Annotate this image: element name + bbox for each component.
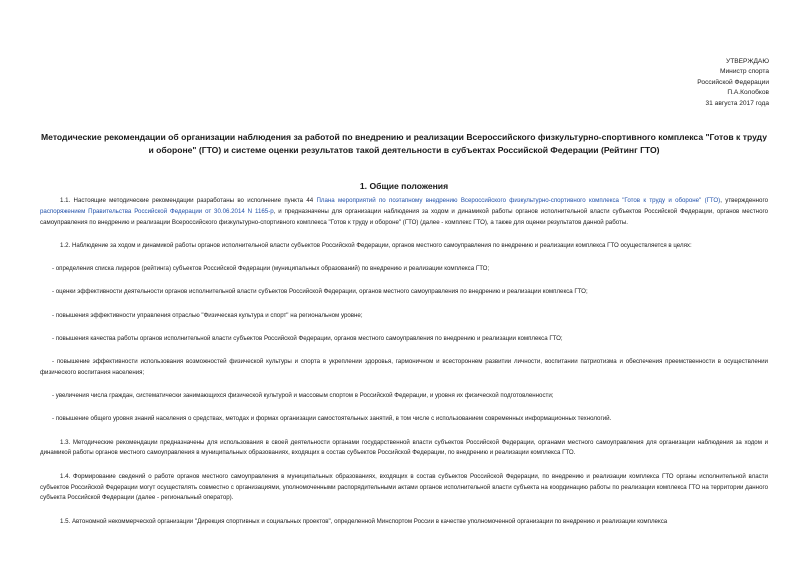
approval-line: Министр спорта bbox=[720, 68, 769, 76]
paragraph-text: , утвержденного bbox=[720, 197, 768, 204]
paragraph-text: 1.1. Настоящие методические рекомендации разработаны во исполнение пункта 44 bbox=[60, 197, 317, 204]
list-item: - повышения качества работы органов исполнительной власти субъектов Российской Федерации, органов местного самоуправления по внедрению и реализации комплекса ГТО; bbox=[52, 334, 563, 342]
approval-date: 31 августа 2017 года bbox=[705, 99, 769, 107]
list-item: - повышение эффективности использования возможностей физической культуры и спорта в укреплении здоровья, гармоничном и всестороннем развитии личности, воспитании патриотизма и обеспечения преемственности в осуществлении физического воспитания населения; bbox=[40, 358, 768, 376]
plan-link[interactable]: Плана мероприятий по поэтапному внедрению Всероссийского физкультурно-спортивного комплекса "Готов к труду и обороне" (ГТО) bbox=[316, 197, 721, 204]
document-title: Методические рекомендации об организации наблюдения за работой по внедрению и реализации Всероссийского физкультурно-спортивного комплекса "Готов к труду и обороне" (ГТО) и системе оценки результатов такой деятельности в субъектах Российской Федерации (Рейтинг ГТО) bbox=[41, 132, 767, 155]
paragraph-1-3: 1.3. Методические рекомендации предназначены для использования в своей деятельности органами государственной власти субъектов Российской Федерации, органами местного самоуправления для организации наблюдения за ходом и динамикой работы органов местного самоуправления в муниципальных образованиях, входящих в состав субъектов Российской Федерации, по внедрению и реализации комплекса ГТО. bbox=[40, 438, 768, 457]
list-item: - определения списка лидеров (рейтинга) субъектов Российской Федерации (муниципальных образований) по внедрению и реализации комплекса ГТО; bbox=[52, 265, 490, 273]
approval-line: Российской Федерации bbox=[697, 78, 769, 86]
paragraph-1-4: 1.4. Формирование сведений о работе органов местного самоуправления в муниципальных образованиях, входящих в состав субъектов Российской Федерации, по внедрению и реализации комплекса ГТО органы исполнительной власти субъектов Российской Федерации могут осуществлять совместно с организациями, уполномоченными распорядительными актами органов исполнительной власти субъекта на координацию работы по реализации комплекса ГТО на территории данного субъекта Российской Федерации (далее - региональный оператор). bbox=[40, 472, 768, 502]
approval-line: П.А.Колобков bbox=[727, 89, 769, 97]
paragraph-1-5: 1.5. Автономной некоммерческой организации "Дирекция спортивных и социальных проектов", определенной Минспортом России в качестве уполномоченной организации по внедрению и реализации комплекса bbox=[60, 517, 668, 525]
document-body bbox=[40, 196, 768, 540]
approval-line: УТВЕРЖДАЮ bbox=[726, 58, 769, 65]
paragraph-text: , и предназначены для организации наблюдения за ходом и динамикой работы органов исполнительной власти субъектов Российской Федерации, органов местного самоуправления по внедрению и реализации Всероссийского физкультурно-спортивного комплекса "Готов к труду и обороне" (ГТО) (далее - комплекс ГТО), а также для оценки результатов данной работы. bbox=[40, 207, 769, 226]
list-item: - увеличения числа граждан, систематически занимающихся физической культурой и массовым спортом в Российской Федерации, и уровня их физической подготовленности; bbox=[52, 392, 554, 400]
approval-block bbox=[697, 57, 769, 109]
government-order-link[interactable]: распоряжением Правительства Российской Федерации от 30.06.2014 N 1165-р bbox=[40, 207, 274, 215]
list-item: - повышение общего уровня знаний населения о средствах, методах и формах организации самостоятельных занятий, в том числе с использованием современных информационных технологий. bbox=[52, 415, 612, 423]
list-item: - повышения эффективности управления отраслью "Физическая культура и спорт" на региональном уровне; bbox=[52, 311, 363, 319]
paragraph-1-2: 1.2. Наблюдение за ходом и динамикой работы органов исполнительной власти субъектов Российской Федерации, органов местного самоуправления по внедрению и реализации комплекса ГТО осуществляется в целях: bbox=[60, 242, 692, 250]
paragraph-1-1 bbox=[40, 196, 768, 229]
section-heading: 1. Общие положения bbox=[359, 181, 449, 191]
list-item: - оценки эффективности деятельности органов исполнительной власти субъектов Российской Федерации, органов местного самоуправления по внедрению и реализации комплекса ГТО; bbox=[52, 288, 588, 296]
